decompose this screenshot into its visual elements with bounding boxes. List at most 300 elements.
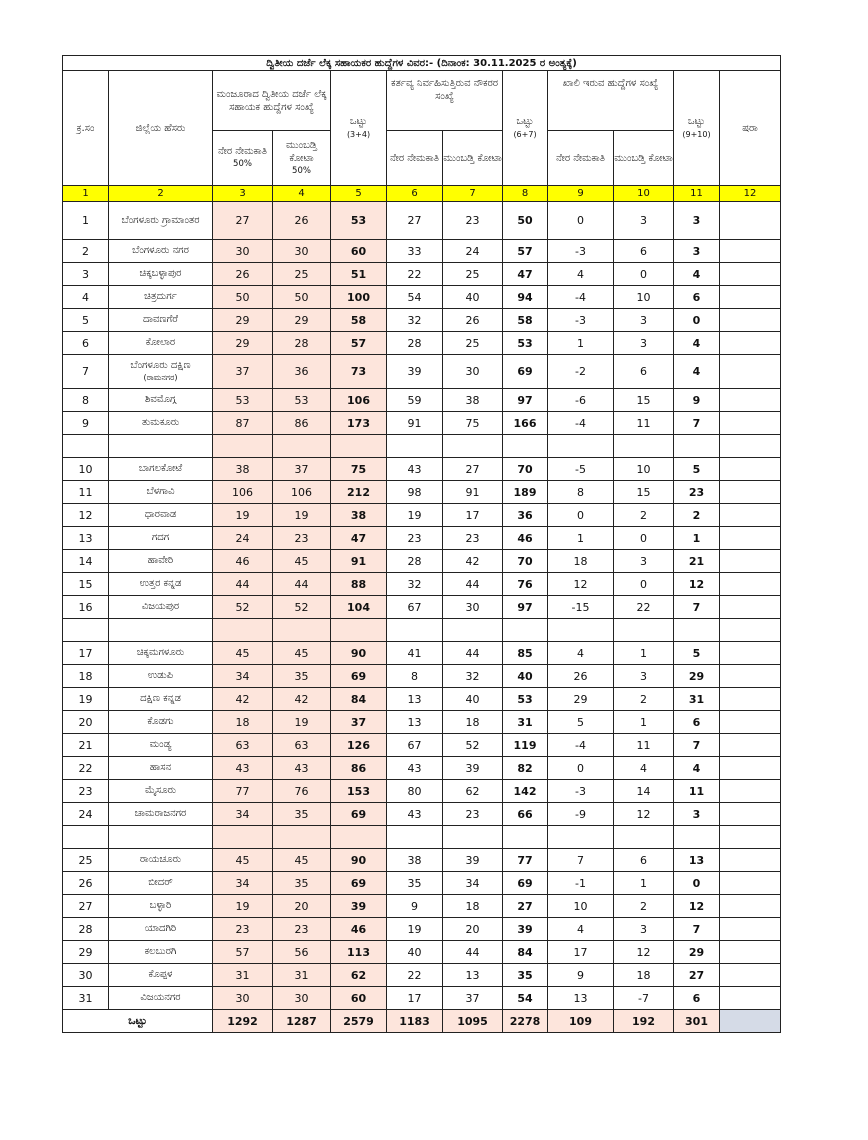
value-cell-c9: -3 <box>548 780 614 803</box>
value-cell-c7: 91 <box>443 481 503 504</box>
empty-cell <box>720 826 781 849</box>
district-cell <box>109 355 213 389</box>
value-cell-c5: 90 <box>331 642 387 665</box>
sno-cell: 6 <box>63 332 109 355</box>
table-row <box>63 309 781 332</box>
value-cell-c8: 119 <box>503 734 548 757</box>
empty-cell <box>443 619 503 642</box>
table-row <box>63 849 781 872</box>
empty-cell <box>387 826 443 849</box>
value-cell-c3: 46 <box>213 550 273 573</box>
total-cell-c7: 1095 <box>443 1010 503 1033</box>
table-row <box>63 780 781 803</box>
value-cell-c3: 31 <box>213 964 273 987</box>
sno-cell: 3 <box>63 263 109 286</box>
value-cell-c9: 0 <box>548 757 614 780</box>
value-cell-c9: 0 <box>548 504 614 527</box>
value-cell-c7: 20 <box>443 918 503 941</box>
district-cell <box>109 527 213 550</box>
value-cell-c7: 25 <box>443 332 503 355</box>
value-cell-c7: 30 <box>443 355 503 389</box>
value-cell-c3: 30 <box>213 240 273 263</box>
remarks-cell <box>720 412 781 435</box>
value-cell-c6: 80 <box>387 780 443 803</box>
value-cell-c5: 84 <box>331 688 387 711</box>
empty-cell <box>109 826 213 849</box>
sno-cell: 22 <box>63 757 109 780</box>
remarks-cell <box>720 458 781 481</box>
sno-cell: 2 <box>63 240 109 263</box>
value-cell-c4: 29 <box>273 309 331 332</box>
value-cell-c6: 35 <box>387 872 443 895</box>
value-cell-c10: 2 <box>614 504 674 527</box>
value-cell-c10: 12 <box>614 803 674 826</box>
value-cell-c10: 15 <box>614 389 674 412</box>
value-cell-c6: 19 <box>387 504 443 527</box>
value-cell-c4: 43 <box>273 757 331 780</box>
value-cell-c7: 52 <box>443 734 503 757</box>
district-cell <box>109 389 213 412</box>
value-cell-c9: 1 <box>548 332 614 355</box>
value-cell-c3: 34 <box>213 872 273 895</box>
district-name: ಬಾಗಲಕೋಟೆ <box>138 463 183 474</box>
value-cell-c9: 0 <box>548 202 614 240</box>
value-cell-c5: 73 <box>331 355 387 389</box>
empty-cell <box>614 619 674 642</box>
value-cell-c7: 62 <box>443 780 503 803</box>
column-number-6: 6 <box>387 186 443 202</box>
value-cell-c3: 45 <box>213 642 273 665</box>
total-cell-c3: 1292 <box>213 1010 273 1033</box>
total-cell-c6: 1183 <box>387 1010 443 1033</box>
empty-cell <box>273 435 331 458</box>
district-cell <box>109 263 213 286</box>
district-name: ಬೆಳಗಾವಿ <box>146 486 175 497</box>
value-cell-c7: 24 <box>443 240 503 263</box>
value-cell-c5: 126 <box>331 734 387 757</box>
sno-cell: 18 <box>63 665 109 688</box>
district-header: ಜಿಲ್ಲೆಯ ಹೆಸರು <box>109 71 213 186</box>
value-cell-c3: 24 <box>213 527 273 550</box>
value-cell-c6: 43 <box>387 803 443 826</box>
sno-cell: 7 <box>63 355 109 389</box>
table-row <box>63 573 781 596</box>
district-cell <box>109 309 213 332</box>
value-cell-c10: 6 <box>614 355 674 389</box>
total-67-label: ಒಟ್ಟು <box>516 116 534 127</box>
empty-cell <box>213 435 273 458</box>
district-name: ಹಾಸನ <box>149 762 172 773</box>
table-row <box>63 665 781 688</box>
value-cell-c3: 19 <box>213 504 273 527</box>
sno-cell: 17 <box>63 642 109 665</box>
value-cell-c5: 90 <box>331 849 387 872</box>
value-cell-c10: 0 <box>614 527 674 550</box>
value-cell-c4: 23 <box>273 527 331 550</box>
sno-cell: 25 <box>63 849 109 872</box>
value-cell-c5: 69 <box>331 803 387 826</box>
value-cell-c8: 82 <box>503 757 548 780</box>
district-cell <box>109 573 213 596</box>
value-cell-c10: 14 <box>614 780 674 803</box>
value-cell-c11: 11 <box>674 780 720 803</box>
value-cell-c3: 42 <box>213 688 273 711</box>
table-row <box>63 895 781 918</box>
district-cell <box>109 734 213 757</box>
district-name: ಕಲಬುರಗಿ <box>144 946 177 957</box>
empty-cell <box>273 619 331 642</box>
value-cell-c11: 9 <box>674 389 720 412</box>
remarks-cell <box>720 665 781 688</box>
district-cell <box>109 596 213 619</box>
value-cell-c3: 27 <box>213 202 273 240</box>
value-cell-c10: 6 <box>614 240 674 263</box>
total-910-formula: (9+10) <box>682 130 711 139</box>
table-title: ದ್ವಿತೀಯ ದರ್ಜೆ ಲೆಕ್ಕ ಸಹಾಯಕರ ಹುದ್ದೆಗಳ ವಿವರ:- (ದಿನಾಂಕ: 30.11.2025 ರ ಅಂತ್ಯಕ್ಕೆ) <box>63 56 781 71</box>
value-cell-c10: 22 <box>614 596 674 619</box>
value-cell-c8: 50 <box>503 202 548 240</box>
value-cell-c7: 44 <box>443 573 503 596</box>
district-name: ಬೆಂಗಳೂರು ನಗರ <box>132 245 189 256</box>
value-cell-c11: 12 <box>674 895 720 918</box>
value-cell-c5: 62 <box>331 964 387 987</box>
value-cell-c3: 34 <box>213 665 273 688</box>
value-cell-c5: 86 <box>331 757 387 780</box>
value-cell-c7: 44 <box>443 941 503 964</box>
column-number-9: 9 <box>548 186 614 202</box>
value-cell-c4: 31 <box>273 964 331 987</box>
value-cell-c11: 7 <box>674 596 720 619</box>
value-cell-c7: 40 <box>443 286 503 309</box>
value-cell-c7: 18 <box>443 895 503 918</box>
value-cell-c6: 13 <box>387 688 443 711</box>
remarks-cell <box>720 918 781 941</box>
table-row <box>63 504 781 527</box>
sno-cell: 23 <box>63 780 109 803</box>
empty-cell <box>109 619 213 642</box>
value-cell-c5: 69 <box>331 872 387 895</box>
value-cell-c6: 38 <box>387 849 443 872</box>
district-cell <box>109 757 213 780</box>
value-cell-c11: 4 <box>674 332 720 355</box>
value-cell-c8: 189 <box>503 481 548 504</box>
value-cell-c8: 142 <box>503 780 548 803</box>
sno-cell: 26 <box>63 872 109 895</box>
sno-cell: 12 <box>63 504 109 527</box>
value-cell-c8: 31 <box>503 711 548 734</box>
sno-cell: 31 <box>63 987 109 1010</box>
district-name: ಕೋಲಾರ <box>145 337 176 348</box>
district-cell <box>109 964 213 987</box>
value-cell-c3: 29 <box>213 332 273 355</box>
total-67-header <box>503 71 548 186</box>
table-body <box>63 202 781 1033</box>
remarks-cell <box>720 481 781 504</box>
value-cell-c9: 29 <box>548 688 614 711</box>
value-cell-c11: 29 <box>674 941 720 964</box>
value-cell-c3: 18 <box>213 711 273 734</box>
table-row <box>63 918 781 941</box>
empty-cell <box>331 619 387 642</box>
value-cell-c6: 28 <box>387 550 443 573</box>
district-name: ಕೊಡಗು <box>147 716 174 727</box>
remarks-cell <box>720 734 781 757</box>
value-cell-c9: 4 <box>548 642 614 665</box>
remarks-cell <box>720 642 781 665</box>
value-cell-c5: 57 <box>331 332 387 355</box>
value-cell-c6: 54 <box>387 286 443 309</box>
empty-cell <box>614 435 674 458</box>
value-cell-c6: 39 <box>387 355 443 389</box>
district-cell <box>109 412 213 435</box>
empty-cell <box>720 435 781 458</box>
district-name: ಬಳ್ಳಾರಿ <box>149 900 172 911</box>
table-row <box>63 240 781 263</box>
empty-cell <box>443 435 503 458</box>
sno-cell: 10 <box>63 458 109 481</box>
value-cell-c9: -3 <box>548 309 614 332</box>
value-cell-c9: 7 <box>548 849 614 872</box>
empty-cell <box>548 619 614 642</box>
value-cell-c11: 4 <box>674 757 720 780</box>
value-cell-c6: 98 <box>387 481 443 504</box>
table-row <box>63 734 781 757</box>
remarks-cell <box>720 309 781 332</box>
empty-cell <box>443 826 503 849</box>
district-cell <box>109 332 213 355</box>
value-cell-c5: 106 <box>331 389 387 412</box>
value-cell-c6: 43 <box>387 458 443 481</box>
table-row <box>63 263 781 286</box>
value-cell-c3: 53 <box>213 389 273 412</box>
value-cell-c9: -3 <box>548 240 614 263</box>
remarks-cell <box>720 688 781 711</box>
value-cell-c7: 34 <box>443 872 503 895</box>
value-cell-c10: 2 <box>614 688 674 711</box>
value-cell-c3: 87 <box>213 412 273 435</box>
value-cell-c3: 45 <box>213 849 273 872</box>
remarks-cell <box>720 849 781 872</box>
district-cell <box>109 803 213 826</box>
sno-cell: 4 <box>63 286 109 309</box>
remarks-cell <box>720 872 781 895</box>
value-cell-c4: 52 <box>273 596 331 619</box>
remarks-cell <box>720 803 781 826</box>
empty-cell <box>503 435 548 458</box>
value-cell-c5: 173 <box>331 412 387 435</box>
value-cell-c5: 47 <box>331 527 387 550</box>
district-name: ಧಾರವಾಡ <box>144 509 177 520</box>
value-cell-c10: 3 <box>614 202 674 240</box>
value-cell-c5: 51 <box>331 263 387 286</box>
value-cell-c4: 37 <box>273 458 331 481</box>
value-cell-c5: 91 <box>331 550 387 573</box>
empty-cell <box>63 435 109 458</box>
value-cell-c5: 153 <box>331 780 387 803</box>
value-cell-c8: 85 <box>503 642 548 665</box>
value-cell-c10: 6 <box>614 849 674 872</box>
value-cell-c11: 0 <box>674 872 720 895</box>
value-cell-c7: 32 <box>443 665 503 688</box>
total-cell-c10: 192 <box>614 1010 674 1033</box>
value-cell-c8: 76 <box>503 573 548 596</box>
vacant-promo-header: ಮುಂಬಡ್ತಿ ಕೋಟಾ <box>614 131 674 186</box>
value-cell-c5: 38 <box>331 504 387 527</box>
value-cell-c3: 34 <box>213 803 273 826</box>
column-number-5: 5 <box>331 186 387 202</box>
district-cell <box>109 872 213 895</box>
remarks-cell <box>720 596 781 619</box>
district-cell <box>109 895 213 918</box>
value-cell-c7: 13 <box>443 964 503 987</box>
promo-header <box>273 131 331 186</box>
value-cell-c8: 97 <box>503 389 548 412</box>
table-row <box>63 596 781 619</box>
empty-cell <box>674 619 720 642</box>
value-cell-c3: 50 <box>213 286 273 309</box>
value-cell-c6: 9 <box>387 895 443 918</box>
value-cell-c7: 23 <box>443 202 503 240</box>
value-cell-c8: 36 <box>503 504 548 527</box>
empty-cell <box>548 826 614 849</box>
value-cell-c11: 4 <box>674 355 720 389</box>
vacancy-sheet <box>62 55 781 1033</box>
total-cell-c11: 301 <box>674 1010 720 1033</box>
district-name: ಉತ್ತರ ಕನ್ನಡ <box>139 578 182 589</box>
value-cell-c7: 26 <box>443 309 503 332</box>
value-cell-c4: 30 <box>273 987 331 1010</box>
value-cell-c10: 12 <box>614 941 674 964</box>
value-cell-c10: 1 <box>614 872 674 895</box>
value-cell-c7: 23 <box>443 803 503 826</box>
value-cell-c3: 19 <box>213 895 273 918</box>
value-cell-c6: 67 <box>387 734 443 757</box>
table-row <box>63 412 781 435</box>
value-cell-c10: 3 <box>614 332 674 355</box>
value-cell-c10: -7 <box>614 987 674 1010</box>
column-number-3: 3 <box>213 186 273 202</box>
sno-cell: 14 <box>63 550 109 573</box>
value-cell-c11: 4 <box>674 263 720 286</box>
value-cell-c9: -5 <box>548 458 614 481</box>
value-cell-c11: 6 <box>674 711 720 734</box>
value-cell-c7: 18 <box>443 711 503 734</box>
district-subname: (ರಾಮನಗರ) <box>143 372 178 382</box>
value-cell-c6: 8 <box>387 665 443 688</box>
total-67-formula: (6+7) <box>513 130 537 139</box>
value-cell-c7: 30 <box>443 596 503 619</box>
value-cell-c4: 36 <box>273 355 331 389</box>
value-cell-c3: 26 <box>213 263 273 286</box>
value-cell-c7: 23 <box>443 527 503 550</box>
empty-cell <box>503 619 548 642</box>
value-cell-c10: 11 <box>614 734 674 757</box>
value-cell-c3: 106 <box>213 481 273 504</box>
empty-cell <box>674 826 720 849</box>
district-name: ಉಡುಪಿ <box>147 670 174 681</box>
value-cell-c9: 17 <box>548 941 614 964</box>
value-cell-c4: 42 <box>273 688 331 711</box>
value-cell-c3: 43 <box>213 757 273 780</box>
remarks-cell <box>720 202 781 240</box>
table-row <box>63 355 781 389</box>
value-cell-c9: 4 <box>548 263 614 286</box>
table-row <box>63 332 781 355</box>
value-cell-c10: 3 <box>614 309 674 332</box>
value-cell-c6: 67 <box>387 596 443 619</box>
value-cell-c10: 15 <box>614 481 674 504</box>
value-cell-c6: 91 <box>387 412 443 435</box>
district-cell <box>109 941 213 964</box>
value-cell-c10: 11 <box>614 412 674 435</box>
value-cell-c9: -2 <box>548 355 614 389</box>
sno-cell: 15 <box>63 573 109 596</box>
empty-cell <box>213 619 273 642</box>
value-cell-c9: 5 <box>548 711 614 734</box>
table-row <box>63 642 781 665</box>
value-cell-c9: -4 <box>548 412 614 435</box>
value-cell-c4: 63 <box>273 734 331 757</box>
district-name: ದಾವಣಗೆರೆ <box>143 314 178 325</box>
column-number-row <box>63 186 781 202</box>
separator-row <box>63 826 781 849</box>
value-cell-c10: 3 <box>614 665 674 688</box>
table-row <box>63 964 781 987</box>
value-cell-c5: 113 <box>331 941 387 964</box>
value-cell-c6: 32 <box>387 309 443 332</box>
value-cell-c9: 26 <box>548 665 614 688</box>
district-name: ಬೀದರ್ <box>148 877 173 888</box>
value-cell-c4: 28 <box>273 332 331 355</box>
value-cell-c6: 19 <box>387 918 443 941</box>
value-cell-c6: 33 <box>387 240 443 263</box>
separator-row <box>63 435 781 458</box>
column-number-10: 10 <box>614 186 674 202</box>
value-cell-c8: 66 <box>503 803 548 826</box>
district-name: ರಾಯಚೂರು <box>139 854 182 865</box>
district-cell <box>109 458 213 481</box>
vacant-header: ಖಾಲಿ ಇರುವ ಹುದ್ದೆಗಳ ಸಂಖ್ಯೆ <box>548 71 674 131</box>
district-name: ವಿಜಯನಗರ <box>140 992 181 1003</box>
value-cell-c3: 38 <box>213 458 273 481</box>
value-cell-c10: 1 <box>614 642 674 665</box>
column-number-1: 1 <box>63 186 109 202</box>
district-name: ಕೊಪ್ಪಳ <box>148 969 173 980</box>
working-promo-header: ಮುಂಬಡ್ತಿ ಕೋಟಾ <box>443 131 503 186</box>
district-cell <box>109 987 213 1010</box>
district-name: ಹಾವೇರಿ <box>147 555 174 566</box>
empty-cell <box>387 435 443 458</box>
sno-cell: 29 <box>63 941 109 964</box>
value-cell-c7: 44 <box>443 642 503 665</box>
value-cell-c9: -1 <box>548 872 614 895</box>
value-cell-c11: 6 <box>674 286 720 309</box>
remarks-cell <box>720 332 781 355</box>
district-cell <box>109 504 213 527</box>
total-34-formula: (3+4) <box>346 130 371 139</box>
value-cell-c8: 69 <box>503 355 548 389</box>
empty-cell <box>503 826 548 849</box>
value-cell-c4: 44 <box>273 573 331 596</box>
table-row <box>63 389 781 412</box>
remarks-cell <box>720 964 781 987</box>
empty-cell <box>331 826 387 849</box>
value-cell-c4: 30 <box>273 240 331 263</box>
remarks-cell <box>720 389 781 412</box>
remarks-cell <box>720 263 781 286</box>
value-cell-c10: 18 <box>614 964 674 987</box>
district-cell <box>109 202 213 240</box>
